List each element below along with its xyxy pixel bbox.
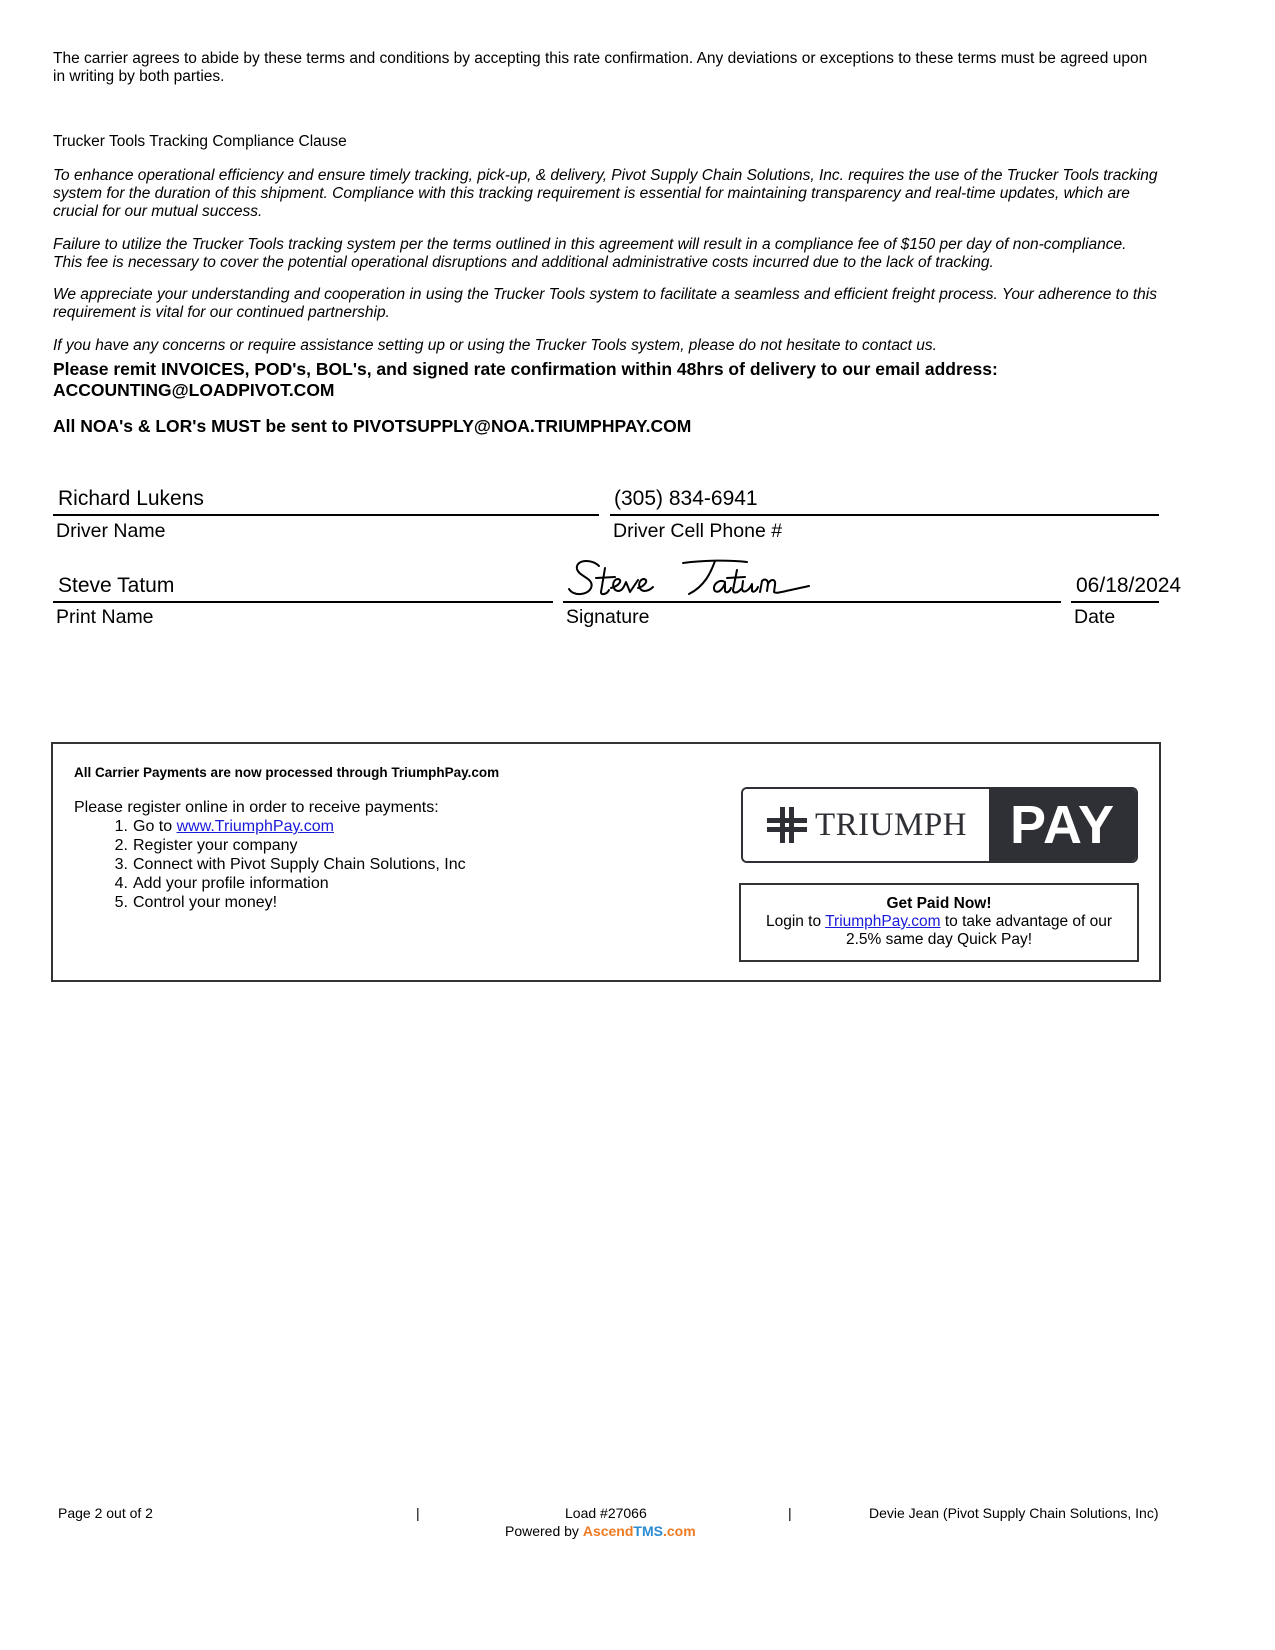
signature-label: Signature: [566, 606, 650, 628]
footer-page-number: Page 2 out of 2: [58, 1505, 153, 1521]
triumphpay-logo: [741, 787, 1138, 863]
remit-notice-email: ACCOUNTING@LOADPIVOT.COM: [53, 380, 335, 400]
date-label: Date: [1074, 606, 1116, 628]
register-step: 1. Go to www.TriumphPay.com: [114, 818, 334, 835]
triumph-cross-icon: [765, 805, 809, 845]
footer-separator-2: |: [788, 1505, 792, 1521]
triumphpay-login-link[interactable]: TriumphPay.com: [825, 913, 941, 930]
register-step: 3. Connect with Pivot Supply Chain Solutions, Inc: [114, 856, 466, 873]
triumph-logo-panel: [743, 789, 989, 861]
print-name-line: [53, 601, 553, 603]
driver-name-line: [53, 514, 599, 516]
ascend-brand-text: Ascend: [582, 1523, 634, 1539]
com-brand-text: .com: [662, 1523, 696, 1539]
driver-name-label: Driver Name: [56, 520, 166, 542]
footer-user: Devie Jean (Pivot Supply Chain Solutions, Inc): [869, 1505, 1159, 1521]
register-step: 5. Control your money!: [114, 894, 278, 911]
print-name-label: Print Name: [56, 606, 154, 628]
noa-notice: All NOA's & LOR's MUST be sent to PIVOTSUPPLY@NOA.TRIUMPHPAY.COM: [53, 416, 692, 436]
footer-separator-1: |: [416, 1505, 420, 1521]
remit-notice-line-1: Please remit INVOICES, POD's, BOL's, and signed rate confirmation within 48hrs of delivery to our email address:: [53, 359, 998, 379]
pay-logo-panel: [989, 789, 1136, 861]
footer-load-number: Load #27066: [565, 1505, 647, 1521]
register-steps-list: [108, 817, 466, 912]
driver-phone-line: [610, 514, 1159, 516]
get-paid-now-box: [739, 883, 1139, 962]
terms-intro: The carrier agrees to abide by these terms and conditions by accepting this rate confirmation. Any deviations or exceptions to these terms must be agreed upon in writing by both parties.: [53, 50, 1148, 85]
register-intro: Please register online in order to receive payments:: [74, 799, 439, 816]
pay-logo-text: PAY: [1009, 795, 1116, 855]
clause-paragraph-1: To enhance operational efficiency and ensure timely tracking, pick-up, & delivery, Pivot Supply Chain Solutions, Inc. requires the use of the Trucker Tools tracking system for the duration of this shipment. Compliance with this tracking requirement is essential for maintaining transparency and real-time updates, which are crucial for our mutual success.: [53, 167, 1158, 220]
clause-paragraph-3: We appreciate your understanding and cooperation in using the Trucker Tools system to facilitate a seamless and efficient freight process. Your adherence to this requirement is vital for our continued partnership.: [53, 286, 1157, 321]
tms-brand-text: TMS: [633, 1523, 663, 1539]
date-value: 06/18/2024: [1076, 574, 1182, 597]
triumphpay-link[interactable]: www.TriumphPay.com: [176, 818, 334, 835]
get-paid-line-1: Login to TriumphPay.com to take advantage of our: [765, 913, 1113, 930]
triumphpay-payment-box: [51, 742, 1161, 982]
footer-powered-by: Powered by AscendTMS.com: [505, 1523, 696, 1539]
payment-box-heading: All Carrier Payments are now processed through TriumphPay.com: [74, 765, 500, 780]
clause-paragraph-2: Failure to utilize the Trucker Tools tracking system per the terms outlined in this agreement will result in a compliance fee of $150 per day of non-compliance. This fee is necessary to cover the potential operational disruptions and additional administrative costs incurred due to the lack of tracking.: [53, 236, 1127, 271]
date-line: [1071, 601, 1159, 603]
clause-title: Trucker Tools Tracking Compliance Clause: [53, 133, 347, 150]
remit-notice: [53, 359, 1153, 401]
driver-name-value: Richard Lukens: [58, 487, 204, 510]
clause-paragraph-4: If you have any concerns or require assistance setting up or using the Trucker Tools system, please do not hesitate to contact us.: [53, 337, 937, 354]
register-step: 4. Add your profile information: [114, 875, 329, 892]
triumph-logo-text: TRIUMPH: [814, 806, 968, 843]
signature-image: [565, 556, 815, 602]
register-step: 2. Register your company: [114, 837, 298, 854]
get-paid-line-2: 2.5% same day Quick Pay!: [845, 931, 1033, 948]
driver-phone-value: (305) 834-6941: [614, 487, 758, 510]
signature-line: [563, 601, 1061, 603]
print-name-value: Steve Tatum: [58, 574, 175, 597]
get-paid-title: Get Paid Now!: [886, 895, 992, 912]
driver-phone-label: Driver Cell Phone #: [613, 520, 783, 542]
